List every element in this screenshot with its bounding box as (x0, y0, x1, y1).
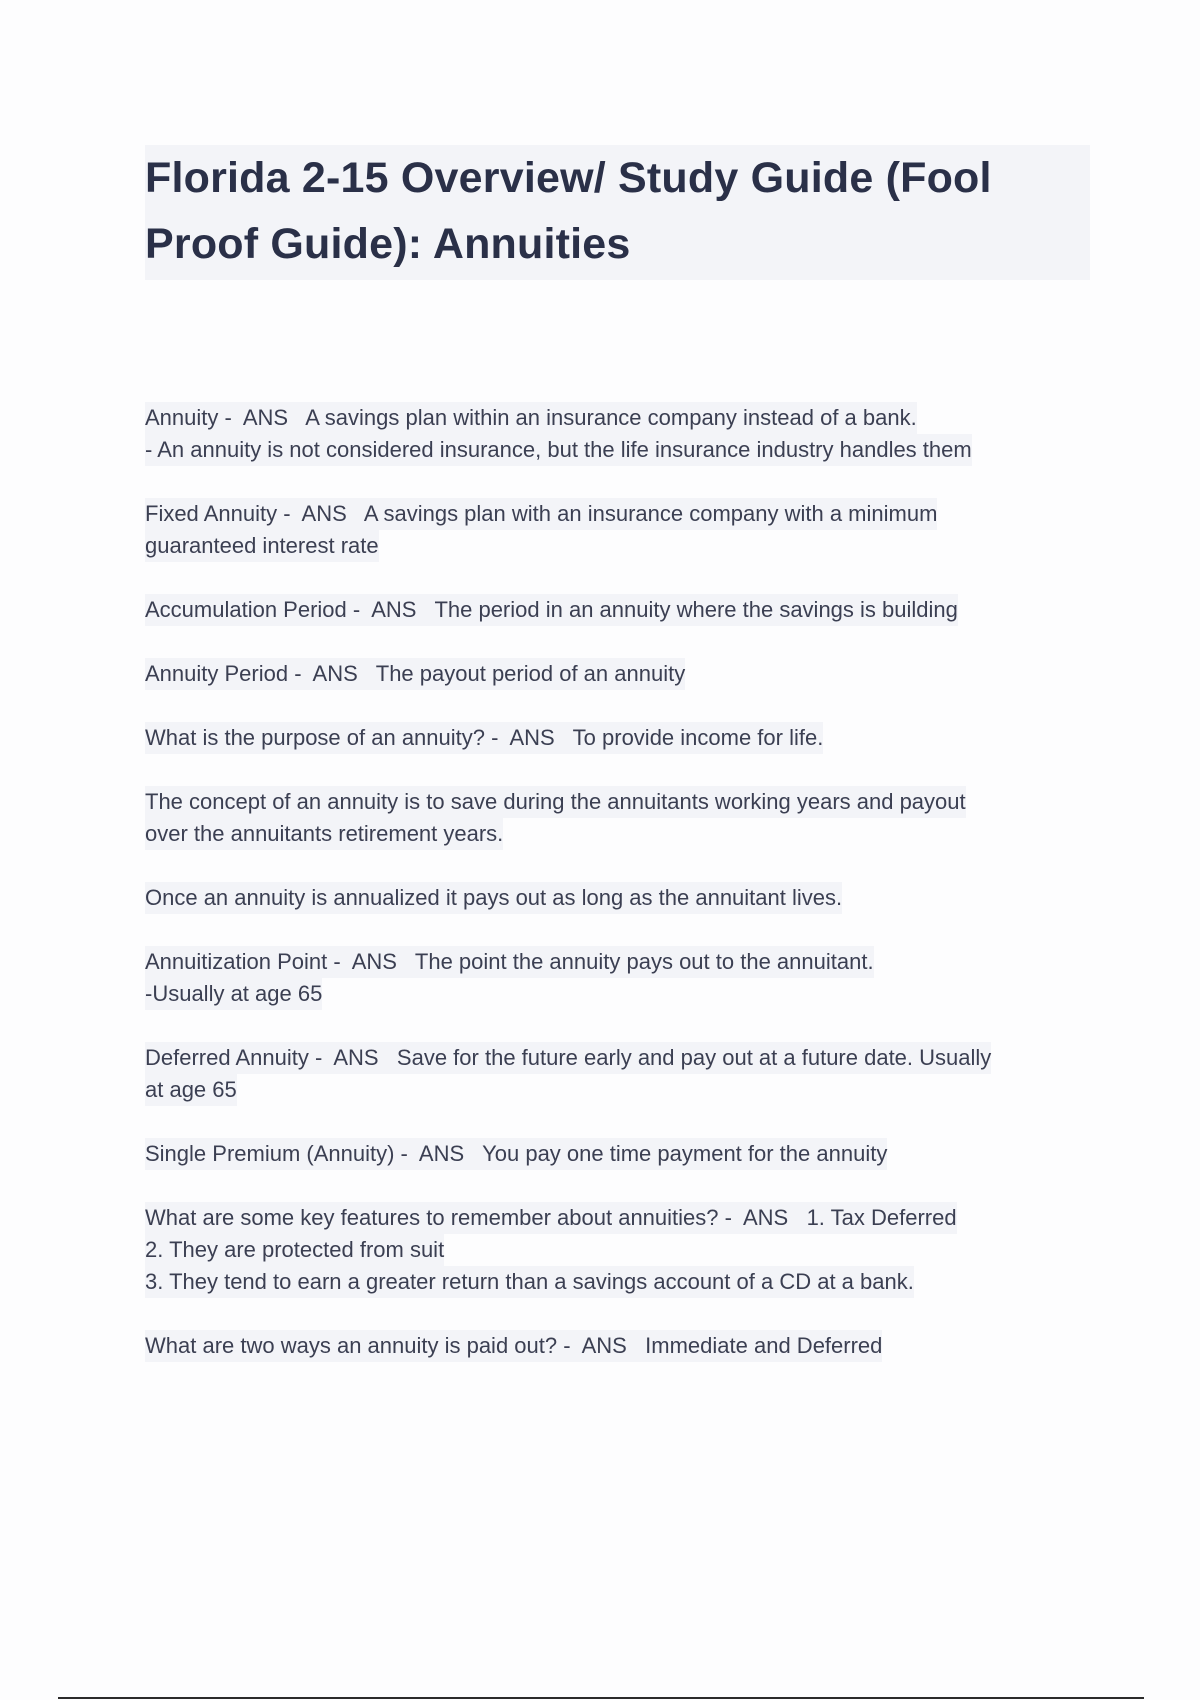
study-entry (145, 946, 1105, 1010)
page-title: Florida 2-15 Overview/ Study Guide (Fool Proof Guide): Annuities (145, 154, 992, 268)
answer-separator (288, 405, 305, 430)
entry-continuation-line: 2. They are protected from suit (145, 1234, 444, 1266)
answer-separator (358, 661, 376, 686)
study-entry (145, 786, 1105, 850)
entry-answer: The period in an annuity where the savings is building (434, 597, 958, 622)
entry-term: Deferred Annuity (145, 1045, 309, 1070)
answer-separator (627, 1333, 645, 1358)
term-separator: - (485, 725, 510, 750)
study-entry (145, 594, 1105, 626)
entry-first-line (145, 402, 917, 434)
entry-answer: Immediate and Deferred (645, 1333, 883, 1358)
entry-first-line (145, 498, 937, 530)
ans-label: ANS (333, 1045, 379, 1070)
entry-term: Annuity Period (145, 661, 289, 686)
ans-label: ANS (742, 1205, 789, 1230)
entry-answer: 1. Tax Deferred (806, 1205, 957, 1230)
study-entry (145, 498, 1105, 562)
entry-term: Accumulation Period (145, 597, 347, 622)
entry-first-line (145, 882, 842, 914)
study-entry (145, 722, 1105, 754)
entry-term: Single Premium (Annuity) (145, 1141, 395, 1166)
entry-term: What are two ways an annuity is paid out? (145, 1333, 558, 1358)
entry-first-line (145, 1202, 957, 1234)
entry-continuation-line: 3. They tend to earn a greater return than a savings account of a CD at a bank. (145, 1266, 914, 1298)
answer-separator (788, 1205, 806, 1230)
term-separator: - (288, 661, 313, 686)
entry-term: Annuity (145, 405, 219, 430)
entry-first-line (145, 594, 958, 626)
term-separator: - (718, 1205, 743, 1230)
entry-term: Annuitization Point (145, 949, 328, 974)
footer-divider (58, 1697, 1144, 1699)
entry-continuation-line: guaranteed interest rate (145, 530, 379, 562)
ans-label: ANS (242, 405, 289, 430)
study-entry (145, 882, 1105, 914)
ans-label: ANS (509, 725, 555, 750)
term-separator: - (218, 405, 243, 430)
title-block (145, 145, 1090, 280)
entry-continuation-line: -Usually at age 65 (145, 978, 322, 1010)
entry-text: Once an annuity is annualized it pays out as long as the annuitant lives. (145, 885, 843, 910)
study-entries (145, 402, 1105, 1394)
answer-separator (555, 725, 573, 750)
entry-first-line (145, 658, 685, 690)
study-entry (145, 1202, 1105, 1298)
entry-first-line (145, 1138, 887, 1170)
ans-label: ANS (301, 501, 347, 526)
entry-text: The concept of an annuity is to save during the annuitants working years and payout (145, 789, 966, 814)
entry-first-line (145, 722, 823, 754)
answer-separator (397, 949, 415, 974)
ans-label: ANS (312, 661, 358, 686)
entry-answer: To provide income for life. (572, 725, 824, 750)
entry-term: What are some key features to remember about annuities? (145, 1205, 719, 1230)
ans-label: ANS (418, 1141, 465, 1166)
entry-answer: A savings plan with an insurance company with a minimum (363, 501, 938, 526)
ans-label: ANS (351, 949, 397, 974)
study-entry (145, 1138, 1105, 1170)
answer-separator (379, 1045, 397, 1070)
study-entry (145, 1042, 1105, 1106)
answer-separator (464, 1141, 482, 1166)
entry-answer: Save for the future early and pay out at a future date. Usually (396, 1045, 992, 1070)
study-entry (145, 658, 1105, 690)
entry-first-line (145, 1042, 991, 1074)
term-separator: - (308, 1045, 334, 1070)
entry-answer: The payout period of an annuity (375, 661, 686, 686)
ans-label: ANS (371, 597, 417, 622)
study-entry (145, 402, 1105, 466)
term-separator: - (394, 1141, 419, 1166)
entry-first-line (145, 786, 966, 818)
entry-answer: The point the annuity pays out to the annuitant. (414, 949, 874, 974)
answer-separator (416, 597, 434, 622)
entry-continuation-line: over the annuitants retirement years. (145, 818, 503, 850)
entry-first-line (145, 1330, 882, 1362)
entry-answer: A savings plan within an insurance company instead of a bank. (305, 405, 917, 430)
entry-first-line (145, 946, 874, 978)
term-separator: - (327, 949, 352, 974)
term-separator: - (557, 1333, 582, 1358)
entry-continuation-line: at age 65 (145, 1074, 237, 1106)
entry-term: What is the purpose of an annuity? (145, 725, 485, 750)
entry-answer: You pay one time payment for the annuity (482, 1141, 888, 1166)
ans-label: ANS (581, 1333, 627, 1358)
answer-separator (347, 501, 364, 526)
entry-continuation-line: - An annuity is not considered insurance, but the life insurance industry handles them (145, 434, 972, 466)
entry-term: Fixed Annuity (145, 501, 278, 526)
term-separator: - (277, 501, 302, 526)
study-entry (145, 1330, 1105, 1362)
term-separator: - (346, 597, 372, 622)
